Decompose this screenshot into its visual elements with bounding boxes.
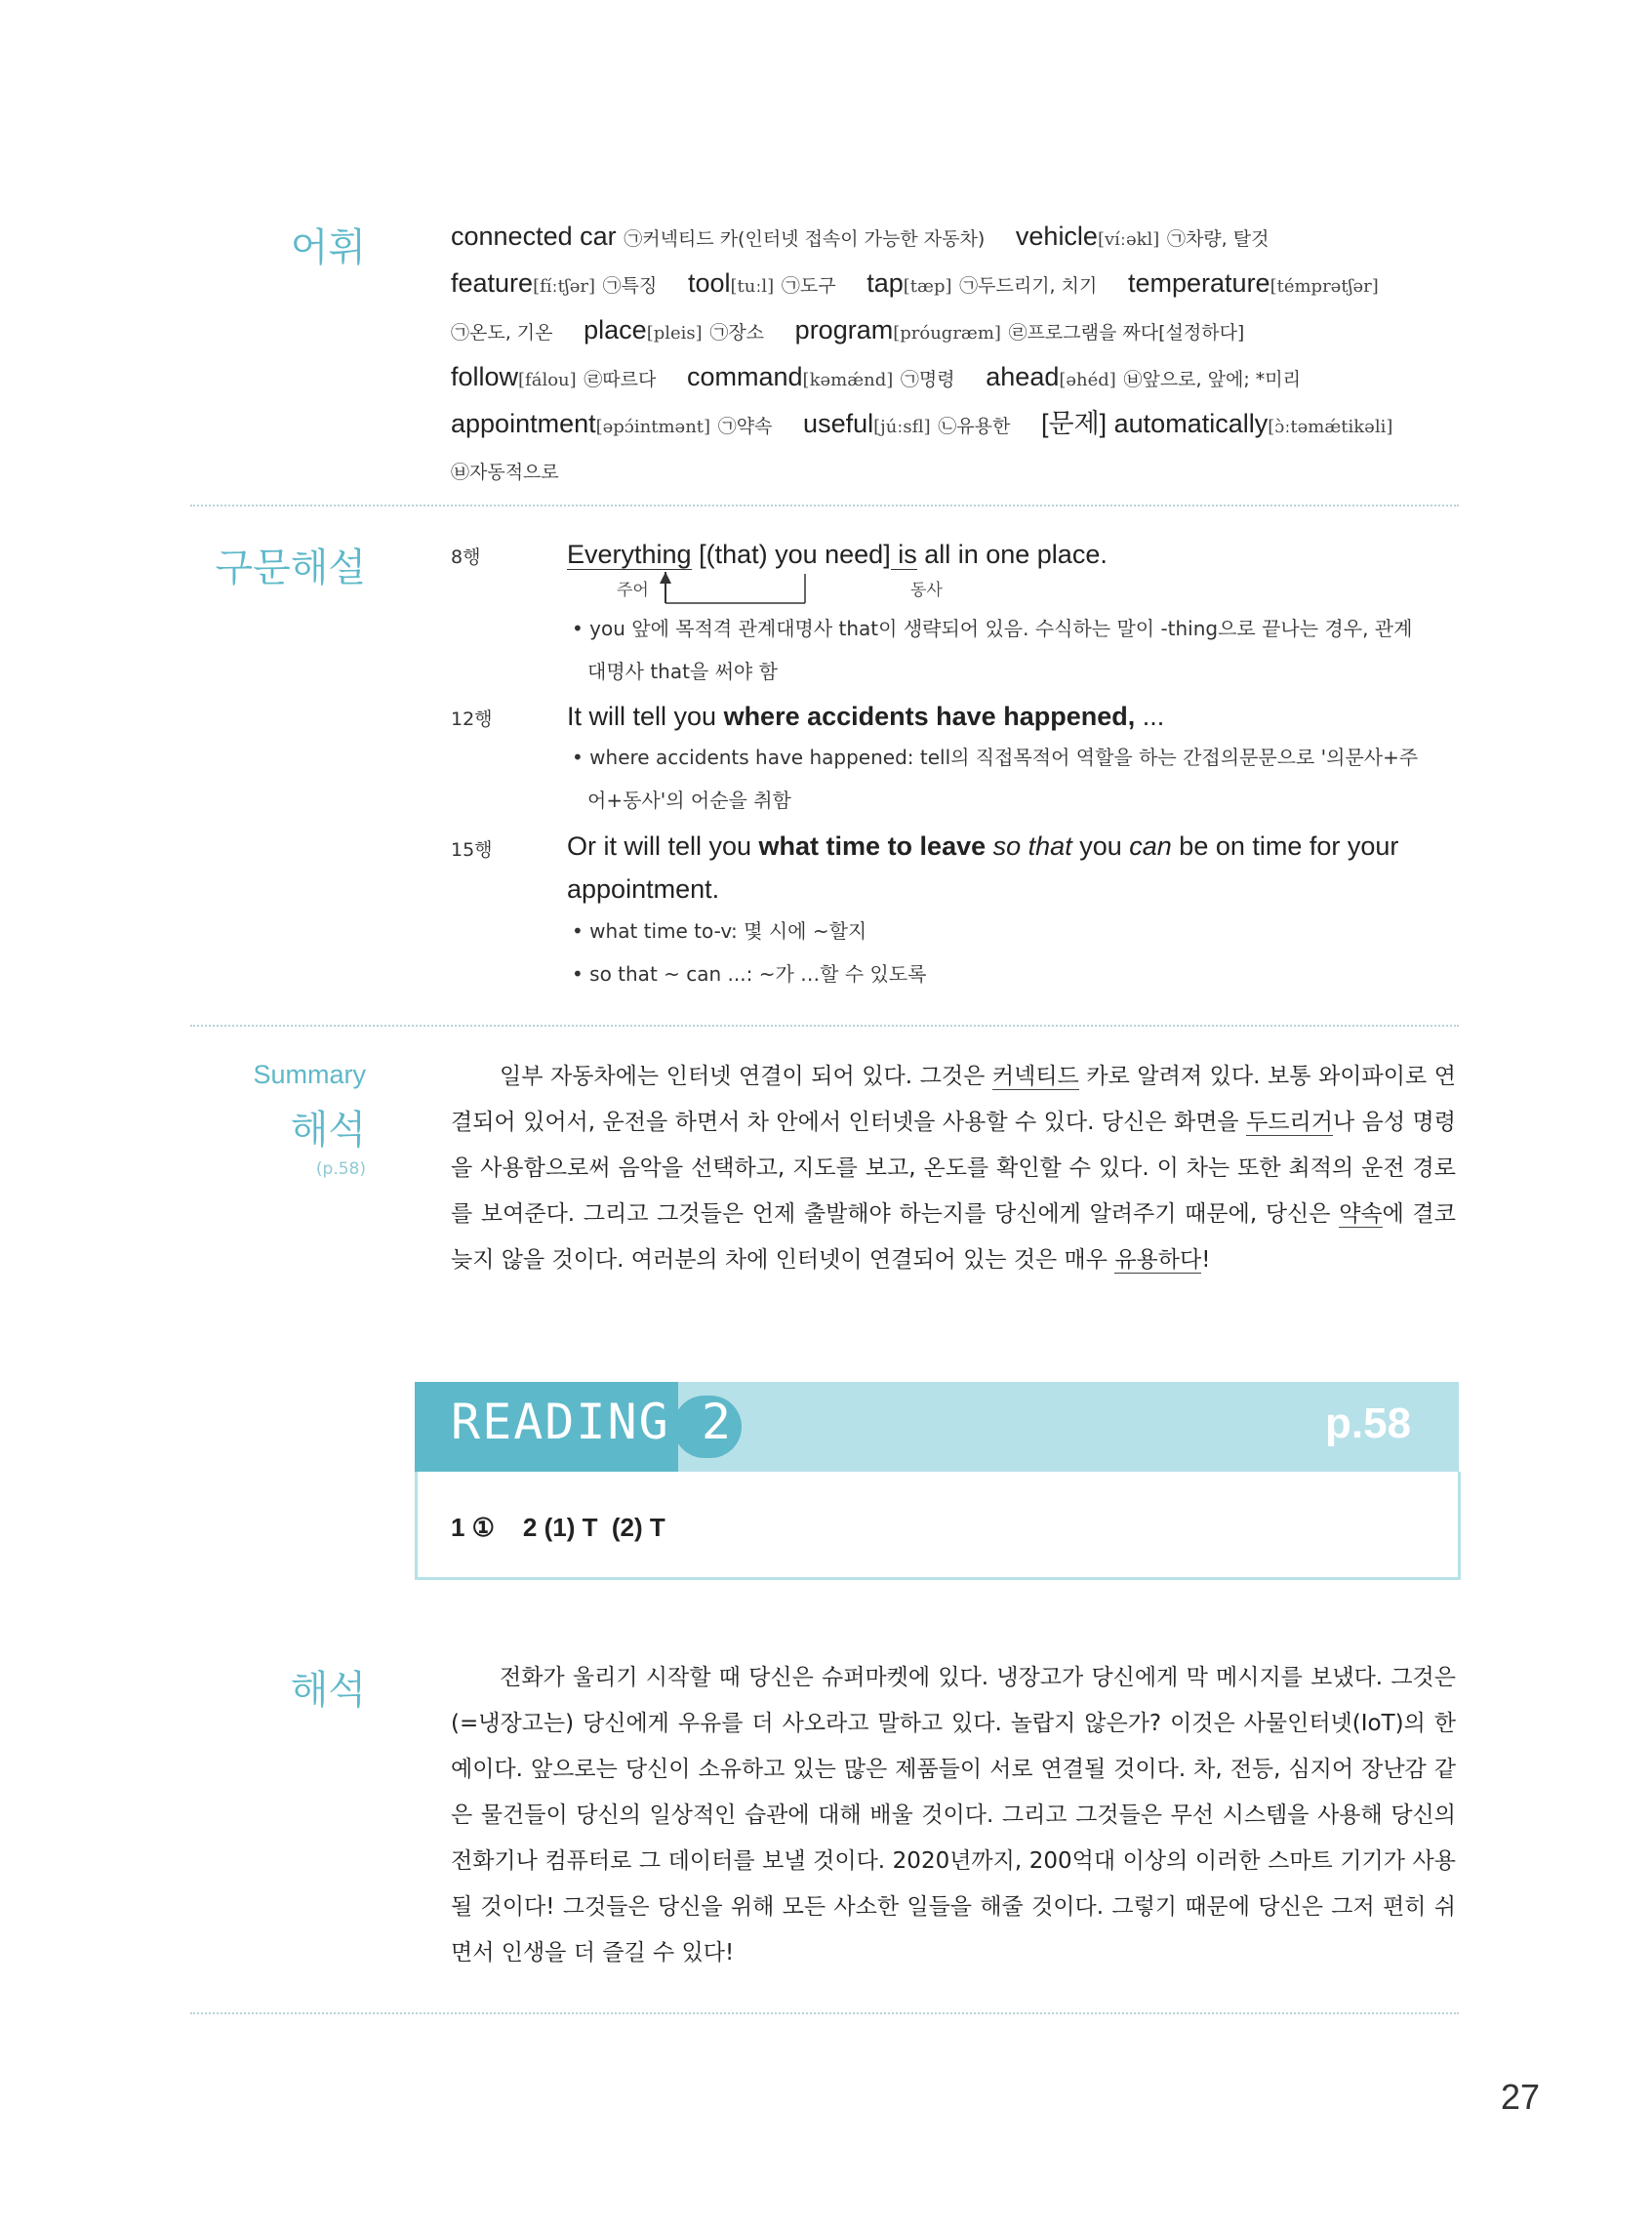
grammar-line-15: 15행 xyxy=(451,839,493,861)
grammar-sentence-3: Or it will tell you what time to leave so that you can be on time for your appointment. xyxy=(567,831,1399,904)
answer-text: 1 ① 2 (1) T (2) T xyxy=(451,1513,665,1542)
summary-page-ref: (p.58) xyxy=(315,1159,366,1179)
grammar-sentence-2: It will tell you where accidents have happened, ... xyxy=(567,702,1165,731)
grammar-note-3: • what time to-v: 몇 시에 ~할지 • so that ~ can ...: ~가 …할 수 있도록 xyxy=(572,919,927,986)
reading-page: p.58 xyxy=(1325,1399,1412,1447)
grammar-sentence-1: Everything [(that) you need] is all in one place. xyxy=(567,540,1108,569)
summary-label: Summary xyxy=(253,1060,366,1089)
summary-title: 해석 xyxy=(290,1108,366,1153)
vocab-line-2: feature[fíːtʃər] ㉠특징 tool[tuːl] ㉠도구 tap[tæp] ㉠두드리기, 치기 temperature[témprətʃər] xyxy=(451,268,1379,298)
grammar-title: 구문해설 xyxy=(215,546,366,590)
vocab-line-6: ㉥자동적으로 xyxy=(451,462,559,483)
vocab-line-4: follow[fálou] ㉣따르다 command[kəmǽnd] ㉠명령 ahead[əhéd] ㉥앞으로, 앞에; *미리 xyxy=(451,362,1301,391)
divider-3 xyxy=(190,2012,1459,2014)
grammar-line-8: 8행 xyxy=(451,547,481,568)
reading-title: READING 2 xyxy=(451,1394,733,1450)
translation-paragraph: 전화가 울리기 시작할 때 당신은 슈퍼마켓에 있다. 냉장고가 당신에게 막 메시지를 보냈다. 그것은(=냉장고는) 당신에게 우유를 더 사오라고 말하고 있다. 놀랍지 않은가? 이것은 사물인터넷(IoT)의 한 예이다. 앞으로는 당신이 소유하고 있는 많은 제품들이 서로 연결될 것이다. 차, 전등, 심지어 장난감 같은 물건들이 당신의 일상적인 습관에 대해 배울 것이다. 그리고 그것들은 무선 시스템을 사용해 당신의 전화기나 컴퓨터로 그 데이터를 보낼 것이다. 2020년까지, 200억대 이상의 이러한 스마트 기기가 사용될 것이다! 그것들은 당신을 위해 모든 사소한 일들을 해줄 것이다. 그렇기 때문에 당신은 그저 편히 쉬면서 인생을 더 즐길 수 있다! xyxy=(451,1665,1456,1966)
vocab-list xyxy=(451,215,1466,494)
label-subject: 주어 xyxy=(617,581,649,600)
vocab-line-1: connected car ㉠커넥티드 카(인터넷 접속이 가능한 자동차) vehicle[víːəkl] ㉠차량, 탈것 xyxy=(451,222,1269,251)
page-number: 27 xyxy=(1501,2077,1541,2117)
translation-title: 해석 xyxy=(290,1668,366,1713)
grammar-note-2: • where accidents have happened: tell의 직접목적어 역할을 하는 간접의문문으로 '의문사+주 어+동사'의 어순을 취함 xyxy=(572,746,1419,812)
divider-1 xyxy=(190,505,1459,507)
grammar-line-12: 12행 xyxy=(451,709,493,730)
vocab-line-5: appointment[əpɔ́intmənt] ㉠약속 useful[júːsfl] ㉡유용한 [문제] automatically[ɔ̀ːtəmǽtikəli] xyxy=(451,409,1393,438)
divider-2 xyxy=(190,1025,1459,1027)
relative-clause-arrow xyxy=(566,568,820,607)
grammar-note-1: • you 앞에 목적격 관계대명사 that이 생략되어 있음. 수식하는 말이 -thing으로 끝나는 경우, 관계 대명사 that을 써야 함 xyxy=(572,617,1413,683)
summary-paragraph: 일부 자동차에는 인터넷 연결이 되어 있다. 그것은 커넥티드 카로 알려져 있다. 보통 와이파이로 연결되어 있어서, 운전을 하면서 차 안에서 인터넷을 사용할 수 있다. 당신은 화면을 두드리거나 음성 명령을 사용함으로써 음악을 선택하고, 지도를 보고, 온도를 확인할 수 있다. 이 차는 또한 최적의 운전 경로를 보여준다. 그리고 그것들은 언제 출발해야 하는지를 당신에게 알려주기 때문에, 당신은 약속에 결코 늦지 않을 것이다. 여러분의 차에 인터넷이 연결되어 있는 것은 매우 유용하다! xyxy=(451,1064,1456,1273)
vocab-title: 어휘 xyxy=(290,225,366,270)
vocab-line-3: ㉠온도, 기온 place[pleis] ㉠장소 program[próugræm] ㉣프로그램을 짜다[설정하다] xyxy=(451,315,1245,344)
label-verb: 동사 xyxy=(910,581,943,600)
